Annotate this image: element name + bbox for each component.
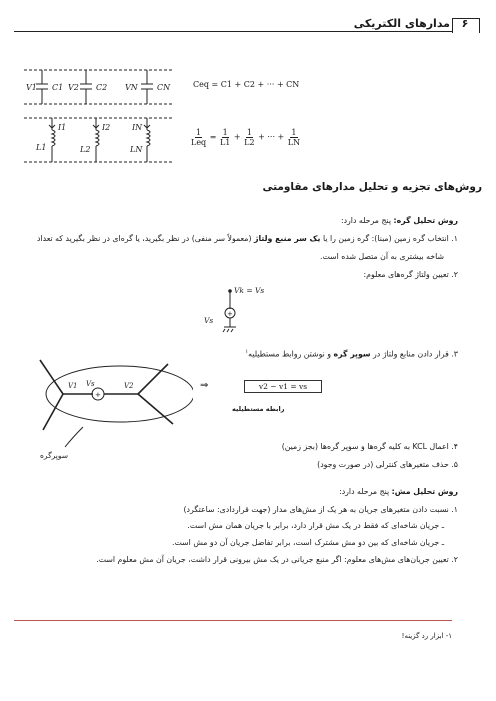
chapter-title: مدارهای الکتریکی (353, 17, 450, 30)
svg-text:+: + (95, 391, 101, 399)
page-number: ۶ (461, 17, 469, 30)
label-i2: I2 (102, 123, 111, 132)
label-ln: LN (130, 145, 143, 154)
header-rule (14, 31, 452, 32)
label-v2: V2 (68, 83, 79, 92)
footnote: ۱- ابزار رد گزینه! (401, 632, 452, 640)
implies-arrow: ⇒ (200, 380, 209, 391)
constraint-caption: رابطه مستطیلیه (232, 405, 285, 413)
known-node-sketch (196, 283, 276, 338)
svg-text:+: + (227, 310, 233, 318)
mesh-bullet-2: ـ جریان شاخه‌ای که بین دو مش مشترک است، برابر تفاضل جریان آن دو مش است. (172, 538, 444, 547)
supernode-v2: V2 (124, 382, 134, 390)
constraint-relation: v2 − v1 = vs (244, 380, 322, 393)
nodal-step-3: ۳. قرار دادن منابع ولتاژ در سوپر گره و نوشتن روابط مستطیلیه$^۱$ (245, 349, 458, 359)
nodal-heading: روش تحلیل گره: پنج مرحله دارد: (340, 216, 458, 225)
label-vn: VN (125, 83, 138, 92)
frac-l1: $\frac{1}{L1}$ (219, 128, 231, 147)
mesh-heading: روش تحلیل مش: پنج مرحله دارد: (339, 487, 458, 496)
node-voltage-label: Vk = Vs (234, 286, 265, 295)
source-voltage-label: Vs (204, 316, 214, 325)
nodal-step-1-cont: شاخه بیشتری به آن متصل شده است. (320, 252, 444, 261)
nodal-step-2: ۲. تعیین ولتاژ گره‌های معلوم: (363, 270, 458, 279)
frac-l2: $\frac{1}{L2}$ (244, 128, 255, 147)
label-l2: L2 (80, 145, 91, 154)
supernode-vs: Vs (86, 380, 95, 388)
capacitor-formula: Ceq = C1 + C2 + ··· + CN (193, 80, 300, 89)
label-cn: CN (157, 83, 171, 92)
mesh-step-1: ۱. نسبت دادن متغیرهای جریان به هر یک از مش‌های مدار (جهت قراردادی: ساعتگرد) (183, 505, 458, 514)
label-i1: I1 (58, 123, 67, 132)
label-in: IN (132, 123, 143, 132)
nodal-step-5: ۵. حذف متغیرهای کنترلی (در صورت وجود) (317, 460, 458, 469)
nodal-step-1: ۱. انتخاب گره زمین (مبنا): گره زمین را یا یک سر منبع ولتاژ (معمولاً سر منفی) در نظر بگیرید، یا گره‌ای در نظر بگیرید که تعداد (36, 234, 458, 243)
frac-ln: $\frac{1}{LN}$ (287, 128, 301, 147)
footnote-rule (14, 620, 452, 621)
label-v1: V1 (26, 83, 37, 92)
label-l1: L1 (36, 143, 47, 152)
nodal-step-4: ۴. اعمال KCL به کلیه گره‌ها و سوپر گره‌ها (بجز زمین) (281, 442, 458, 451)
inductor-formula: $\frac{1}{\text{Leq}}$ = $\frac{1}{L1}$ + $\frac{1}{L2}$ + ··· + $\frac{1}{LN}$ (191, 128, 301, 147)
frac-leq: $\frac{1}{\text{Leq}}$ (191, 128, 207, 147)
label-c1: C1 (52, 83, 64, 92)
parallel-circuits-figure (12, 58, 182, 173)
mesh-step-2: ۲. تعیین جریان‌های مش‌های معلوم: اگر منبع جریانی در یک مش بیرونی قرار داشت، جریان آن مش معلوم است. (96, 555, 458, 564)
supernode-v1: V1 (68, 382, 78, 390)
mesh-bullet-1: ـ جریان شاخه‌ای که فقط در یک مش قرار دارد، برابر با جریان همان مش است. (187, 521, 444, 530)
supernode-label: سوپرگره (40, 451, 69, 460)
section-title: روش‌های تجزیه و تحلیل مدارهای مقاومتی (262, 181, 482, 193)
label-c2: C2 (96, 83, 108, 92)
supernode-sketch (28, 352, 193, 467)
